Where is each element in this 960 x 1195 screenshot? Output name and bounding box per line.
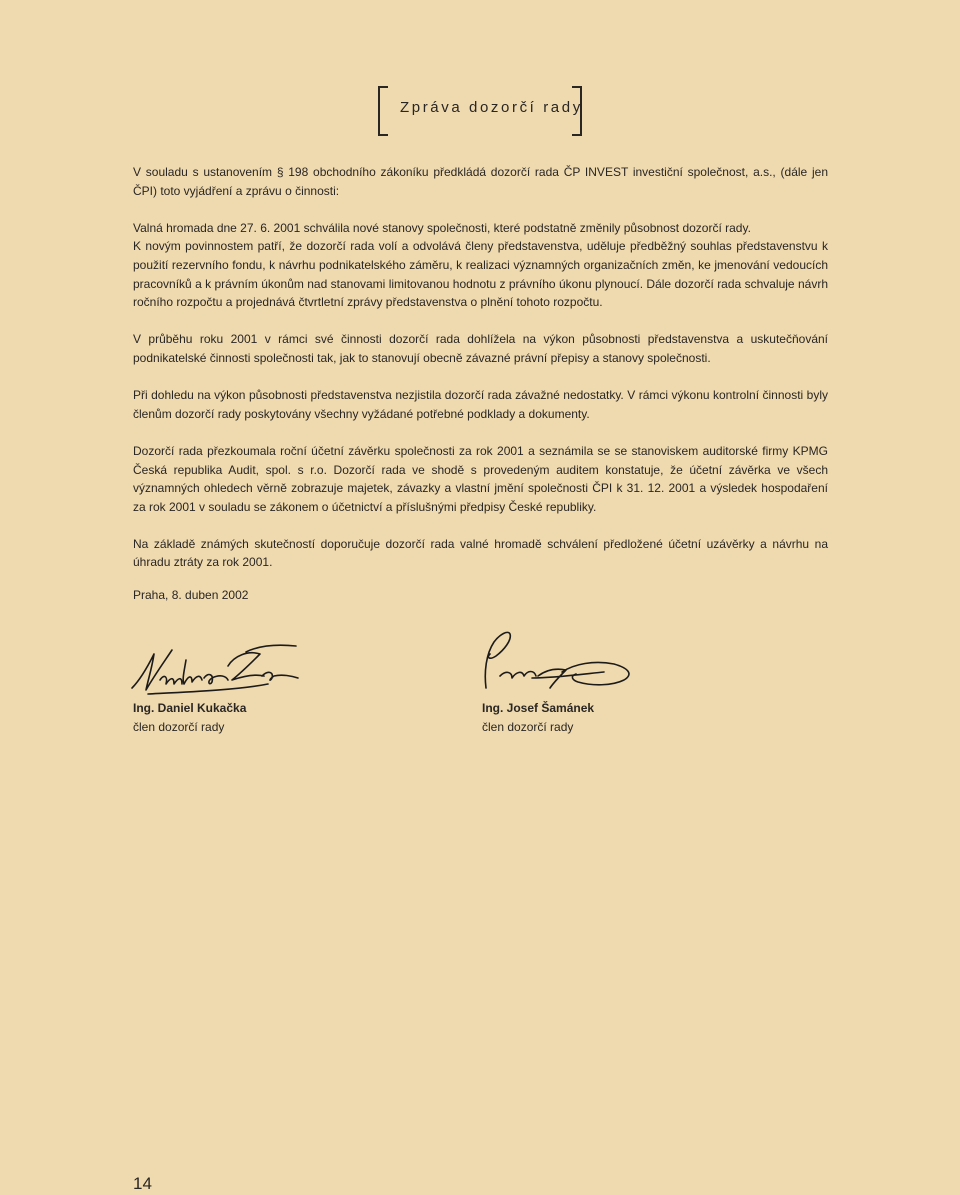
paragraph-recommendation: Na základě známých skutečností doporučuje dozorčí rada valné hromadě schválení předložené účetní uzávěrky a návrhu na úhradu ztráty za rok 2001.	[133, 536, 828, 570]
paragraph-supervision: V průběhu roku 2001 v rámci své činnosti dozorčí rada dohlížela na výkon působnosti představenstva a uskutečňování podnikatelské činnosti společnosti tak, jak to stanovují obecně závazné právní přepisy a stanovy společnosti.	[133, 332, 828, 365]
signer-name: Ing. Daniel Kukačka	[133, 701, 247, 715]
signer-kukacka	[133, 699, 246, 736]
paragraph-statutes: Valná hromada dne 27. 6. 2001 schválila nové stanovy společnosti, které podstatně změnily působnost dozorčí rady.	[133, 220, 751, 235]
signer-name: Ing. Josef Šamánek	[482, 701, 595, 715]
intro-paragraph: V souladu s ustanovením § 198 obchodního zákoníku předkládá dozorčí rada ČP INVEST investiční společnost, a.s., (dále jen ČPI) toto vyjádření a zprávu o činnosti:	[133, 165, 828, 198]
page-title: Zpráva dozorčí rady	[400, 99, 583, 116]
signer-samanek	[482, 699, 594, 736]
paragraph-new-duties: K novým povinnostem patří, že dozorčí rada volí a odvolává členy představenstva, uděluje předběžný souhlas představenstvu k použití rezervního fondu, k návrhu podnikatelského záměru, k realizaci významných organizačních změn, ke jmenování vedoucích pracovníků a k právním úkonům nad stanovami limitovanou hodnotu z právního úkonu plynoucí. Dále dozorčí rada schvaluje návrh ročního rozpočtu a projednává čtvrtletní zprávy představenstva o plnění tohoto rozpočtu.	[133, 239, 828, 310]
signature-samanek	[474, 624, 636, 698]
paragraph-audit: Dozorčí rada přezkoumala roční účetní závěrku společnosti za rok 2001 a seznámila se se stanoviskem auditorské firmy KPMG Česká republika Audit, spol. s r.o. Dozorčí rada ve shodě s provedeným auditem konstatuje, že účetní závěrka ve všech významných ohledech věrně zobrazuje majetek, závazky a vlastní jmění společnosti ČPI k 31. 12. 2001 a výsledek hospodaření za rok 2001 v souladu se zákonem o účetnictví a příslušnými předpisy České republiky.	[133, 443, 828, 514]
signature-kukacka	[128, 636, 303, 698]
right-bracket	[572, 86, 582, 136]
left-bracket	[378, 86, 388, 136]
signer-role: člen dozorčí rady	[482, 719, 574, 734]
place-date: Praha, 8. duben 2002	[133, 588, 249, 602]
report-body	[133, 163, 828, 591]
paragraph-findings: Při dohledu na výkon působnosti představenstva nezjistila dozorčí rada závažné nedostatky. V rámci výkonu kontrolní činnosti byly členům dozorčí rady poskytovány všechny vyžádané potřebné podklady a dokumenty.	[133, 388, 828, 421]
page-number: 14	[133, 1174, 152, 1193]
page-title-frame	[374, 86, 586, 134]
signer-role: člen dozorčí rady	[133, 719, 225, 734]
